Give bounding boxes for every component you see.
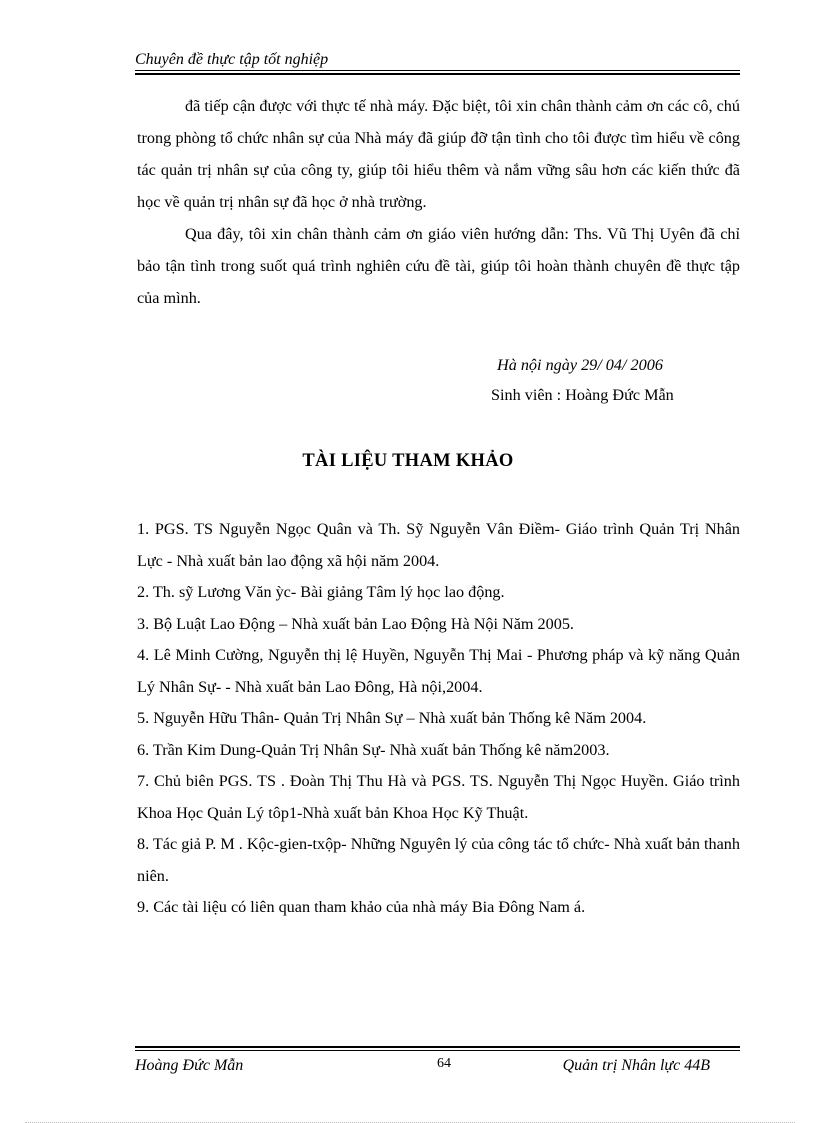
reference-item: 3. Bộ Luật Lao Động – Nhà xuất bản Lao Động Hà Nội Năm 2005. [137,614,574,633]
reference-item: 1. PGS. TS Nguyễn Ngọc Quân và Th. Sỹ Nguyễn Vân Điềm- Giáo trình Quản Trị Nhân Lực - Nhà xuất bản lao động xã hội năm 2004. [137,520,740,570]
reference-item: 8. Tác giả P. M . Kộc-gien-txộp- Những Nguyên lý của công tác tổ chức- Nhà xuất bản thanh niên. [137,835,740,885]
page-footer [135,1046,740,1086]
header-title: Chuyên đề thực tập tốt nghiệp [135,51,329,68]
footer-author: Hoàng Đức Mẫn [135,1057,244,1074]
header-rule-thick [135,73,740,75]
reference-item: 9. Các tài liệu có liên quan tham khảo của nhà máy Bia Đông Nam á. [137,898,586,916]
signature-student: Sinh viên : Hoàng Đức Mẫn [491,386,674,404]
page-number: 64 [437,1056,451,1071]
reference-item: 7. Chủ biên PGS. TS . Đoàn Thị Thu Hà và PGS. TS. Nguyễn Thị Ngọc Huyền. Giáo trình Khoa Học Quản Lý tôp1-Nhà xuất bản Khoa Học Kỹ Thuật. [137,772,740,822]
references-title: TÀI LIỆU THAM KHẢO [302,451,514,471]
footer-rule-thin [135,1050,740,1051]
page-header [135,50,740,70]
paragraph-1: đã tiếp cận được với thực tế nhà máy. Đặc biệt, tôi xin chân thành cảm ơn các cô, chú trong phòng tổ chức nhân sự của Nhà máy đã giúp đỡ tận tình cho tôi được tìm hiểu về công tác quản trị nhân sự của công ty, giúp tôi hiểu thêm và nắm vững sâu hơn các kiến thức đã học về quản trị nhân sự đã học ở nhà trường. [137,97,740,211]
footer-class: Quản trị Nhân lực 44B [562,1057,710,1074]
body-text [137,90,740,314]
reference-item: 5. Nguyễn Hữu Thân- Quản Trị Nhân Sự – Nhà xuất bản Thống kê Năm 2004. [137,709,647,727]
header-rule-thin [135,70,740,71]
footer-rule-thick [135,1046,740,1048]
reference-item: 4. Lê Minh Cường, Nguyễn thị lệ Huyền, Nguyễn Thị Mai - Phương pháp và kỹ năng Quản Lý Nhân Sự- - Nhà xuất bản Lao Đông, Hà nội,2004. [137,646,740,696]
reference-item: 6. Trần Kim Dung-Quản Trị Nhân Sự- Nhà xuất bản Thống kê năm2003. [137,740,610,759]
paragraph-2: Qua đây, tôi xin chân thành cảm ơn giáo viên hướng dẫn: Ths. Vũ Thị Uyên đã chỉ bảo tận tình trong suốt quá trình nghiên cứu đề tài, giúp tôi hoàn thành chuyên đề thực tập của mình. [137,225,740,307]
signature-date: Hà nội ngày 29/ 04/ 2006 [497,356,663,374]
reference-item: 2. Th. sỹ Lương Văn ỳc- Bài giảng Tâm lý học lao động. [137,583,505,601]
references-list [137,514,740,924]
